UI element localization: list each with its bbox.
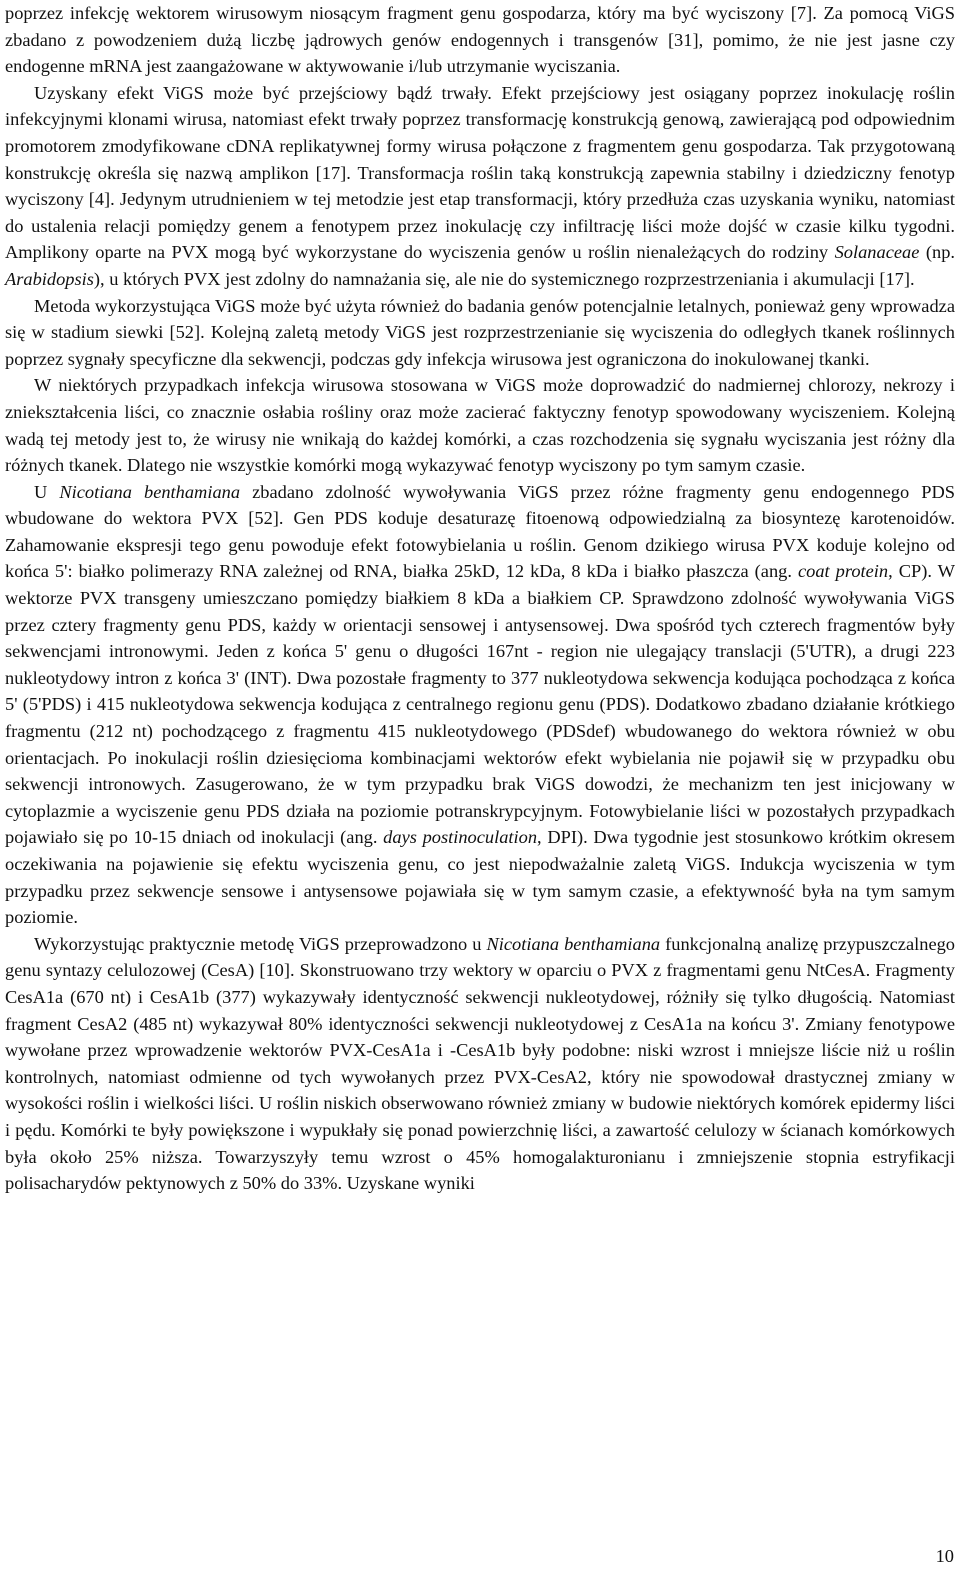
text-run: Uzyskany efekt ViGS może być przejściowy bądź trwały. Efekt przejściowy jest osiągany poprzez inokulację roślin infekcyjnymi klonami wirusa, natomiast efekt trwały poprzez transformację konstrukcją genową, zawierającą pod odpowiednim promotorem zmodyfikowane cDNA replikatywnej formy wirusa połączone z fragmentem genu gospodarza. Tak przygotowaną konstrukcję określa się nazwą amplikon [17]. Transformacja roślin taką konstrukcją zapewnia stabilny i dziedziczny fenotyp wyciszony [4]. Jedynym utrudnieniem w tej metodzie jest etap transformacji, który przedłuża czas uzyskania wyniku, natomiast do ustalenia relacji pomiędzy genem a fenotypem przez inokulację czy infiltrację liści może dojść w czasie kilku tygodni. Amplikony oparte na PVX mogą być wykorzystane do wyciszenia genów u roślin nienależących do rodziny (5, 82, 955, 263)
text-run: , CP). W wektorze PVX transgeny umieszczano pomiędzy białkiem 8 kDa a białkiem CP. Sprawdzono zdolność wywoływania ViGS przez cztery fragmenty genu PDS, każdy w orientacji sensowej i antysensowej. Dwa spośród tych czterech fragmentów były sekwencjami intronowymi. Jeden z końca 5' genu o długości 167nt - region nie ulegający translacji (5'UTR), a drugi 223 nukleotydowy intron z końca 3' (INT). Dwa pozostałe fragmenty to 377 nukleotydowa sekwencja kodująca pochodząca z końca 5' (5'PDS) i 415 nukleotydowa sekwencja kodująca z centralnego regionu genu (PDS). Dodatkowo zbadano działanie krótkiego fragmentu (212 nt) pochodzącego z fragmentu 415 nukleotydowego (PDSdef) wbudowanego do wektora również w obu orientacjach. Po inokulacji roślin dziesięcioma kombinacjami wektorów efekt wybielania nie pojawił się w przypadku obu sekwencji intronowych. Zasugerowano, że w tym przypadku brak ViGS dowodzi, że mechanizm ten jest inicjowany w cytoplazmie a wyciszenie genu PDS działa na poziomie potranskrypcyjnym. Fotowybielanie liści w pozostałych przypadkach pojawiało się po 10-15 dniach od inokulacji (ang. (5, 561, 956, 848)
text-run: (np. (919, 242, 955, 263)
document-body (5, 0, 955, 1197)
paragraph (5, 80, 955, 293)
paragraph (5, 372, 955, 478)
text-run: Metoda wykorzystująca ViGS może być użyta również do badania genów potencjalnie letalnych, ponieważ geny wprowadza się w stadium siewki [52]. Kolejną zaletą metody ViGS jest rozprzestrzenianie się wyciszenia do odległych tkanek roślinnych poprzez sygnały specyficzne dla sekwencji, podczas gdy infekcja wirusowa jest ograniczona do inokulowanej tkanki. (5, 295, 955, 369)
page-number: 10 (935, 1546, 954, 1566)
paragraph (5, 931, 955, 1197)
paragraph (5, 479, 955, 931)
text-run: funkcjonalną analizę przypuszczalnego genu syntazy celulozowej (CesA) [10]. Skonstruowano trzy wektory w oparciu o PVX z fragmentami genu NtCesA. Fragmenty CesA1a (670 nt) i CesA1b (377) wykazywały identyczność sekwencji nukleotydowej, różniły się tylko długością. Natomiast fragment CesA2 (485 nt) wykazywał 80% identyczności sekwencji nukleotydowej z CesA1a na końcu 3'. Zmiany fenotypowe wywołane przez wprowadzenie wektorów PVX-CesA1a i -CesA1b były podobne: niski wzrost i mniejsze liście niż u roślin kontrolnych, natomiast odmienne od tych wywołanych przez PVX-CesA2, który nie spowodował drastycznej zmiany w wysokości roślin i wielkości liści. U roślin niskich obserwowano również zmiany w budowie niektórych komórek epidermy liści i pędu. Komórki te były powiększone i wypukłały się ponad powierzchnię liści, a zawartość celulozy w ścianach komórkowych była około 25% niższa. Towarzyszyły temu wzrost o 45% homogalakturonianu i zmniejszenie stopnia estryfikacji polisacharydów pektynowych z 50% do 33%. Uzyskane wyniki (5, 933, 955, 1194)
text-run: U (34, 481, 60, 502)
text-run: , DPI). Dwa tygodnie jest stosunkowo krótkim okresem oczekiwania na pojawienie się efektu wyciszenia genu, co jest niepodważalnie zaletą ViGS. Indukcja wyciszenia w tym przypadku przez sekwencje sensowe i antysensowe pojawiała się w tym samym czasie, a efektywność była na tym samym poziomie. (5, 827, 955, 928)
paragraph (5, 0, 955, 80)
italic-term: Nicotiana benthamiana (59, 481, 241, 502)
italic-term: Solanaceae (834, 242, 920, 263)
italic-term: coat protein (797, 561, 889, 582)
text-run: poprzez infekcję wektorem wirusowym niosącym fragment genu gospodarza, który ma być wyciszony [7]. Za pomocą ViGS zbadano z powodzeniem dużą liczbę jądrowych genów endogennych i transgenów [31], pomimo, że nie jest jasne czy endogenne mRNA jest zaangażowane w aktywowanie i/lub utrzymanie wyciszania. (5, 3, 955, 77)
paragraph (5, 293, 955, 373)
text-run: ), u których PVX jest zdolny do namnażania się, ale nie do systemicznego rozprzestrzeniania i akumulacji [17]. (93, 268, 915, 289)
italic-term: Nicotiana benthamiana (486, 933, 661, 954)
text-run: W niektórych przypadkach infekcja wirusowa stosowana w ViGS może doprowadzić do nadmiernej chlorozy, nekrozy i zniekształcenia liści, co znacznie osłabia rośliny oraz może zacierać faktyczny fenotyp spowodowany wyciszeniem. Kolejną wadą tej metody jest to, że wirusy nie wnikają do każdej komórki, a czas rozchodzenia się sygnału wyciszania jest różny dla różnych tkanek. Dlatego nie wszystkie komórki mogą wykazywać fenotyp wyciszony po tym samym czasie. (5, 375, 955, 476)
italic-term: days postinoculation (383, 827, 538, 848)
text-run: Wykorzystując praktycznie metodę ViGS przeprowadzono u (34, 933, 487, 954)
italic-term: Arabidopsis (5, 268, 94, 289)
text-run: zbadano zdolność wywoływania ViGS przez różne fragmenty genu endogennego PDS wbudowane do wektora PVX [52]. Gen PDS koduje desaturazę fitoenową odpowiedzialną za biosyntezę karotenoidów. Zahamowanie ekspresji tego genu powoduje efekt fotowybielania u roślin. Genom dzikiego wirusa PVX koduje kolejno od końca 5': białko polimerazy RNA zależnej od RNA, białka 25kD, 12 kDa, 8 kDa i białko płaszcza (ang. (5, 481, 955, 582)
